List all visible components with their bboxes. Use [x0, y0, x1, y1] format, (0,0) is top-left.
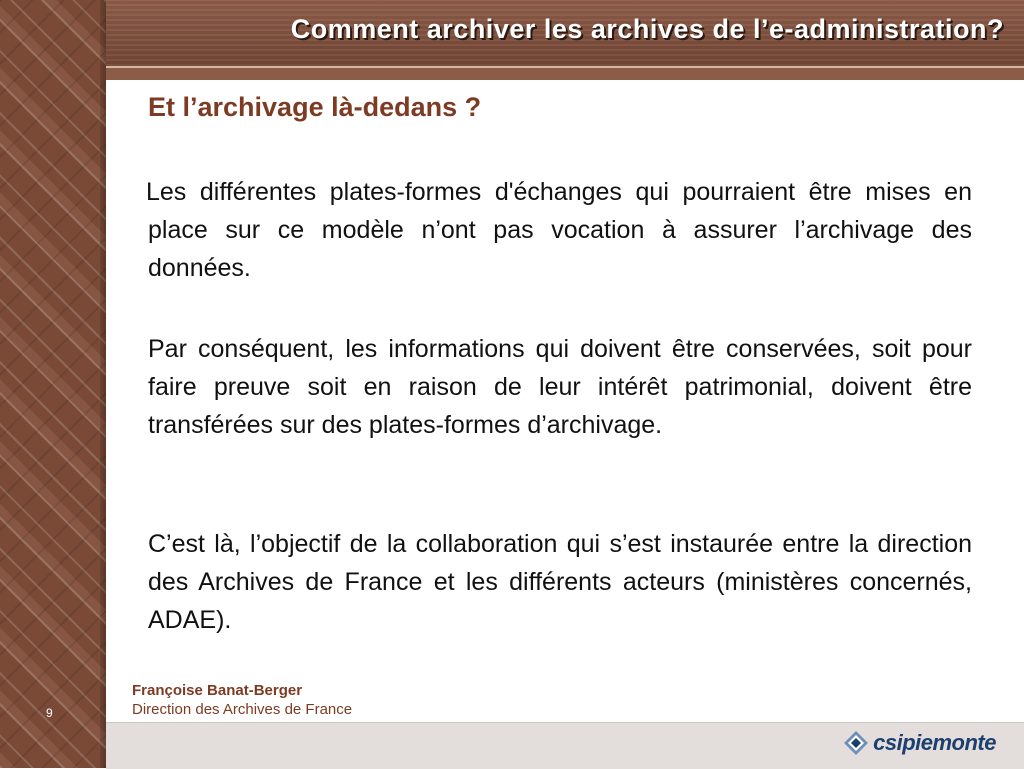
paragraph-3: C’est là, l’objectif de la collaboration qui s’est instaurée entre la direction des Archives de France et les différents acteurs (ministères concernés, ADAE). — [148, 530, 972, 634]
footer-organization: Direction des Archives de France — [132, 701, 353, 718]
footer-author: Françoise Banat-Berger — [132, 682, 303, 699]
decorative-side-panel — [0, 0, 106, 768]
paragraph-1: Les différentes plates-formes d'échanges qui pourraient être mises en place sur ce modèle n’ont pas vocation à assurer l’archivage des données. — [146, 178, 972, 282]
page-number: 9 — [46, 706, 53, 720]
slide-header-title: Comment archiver les archives de l’e-administration? — [290, 14, 1004, 44]
header-divider — [106, 66, 1024, 80]
paragraph-2: Par conséquent, les informations qui doivent être conservées, soit pour faire preuve soit en raison de leur intérêt patrimonial, doivent être transférées sur des plates-formes d’archivage. — [148, 335, 972, 439]
csi-diamond-logo-icon — [843, 730, 869, 756]
logo-text: csipiemonte — [873, 730, 996, 755]
csi-piemonte-logo — [843, 728, 996, 758]
slide-subtitle: Et l’archivage là-dedans ? — [148, 92, 482, 122]
